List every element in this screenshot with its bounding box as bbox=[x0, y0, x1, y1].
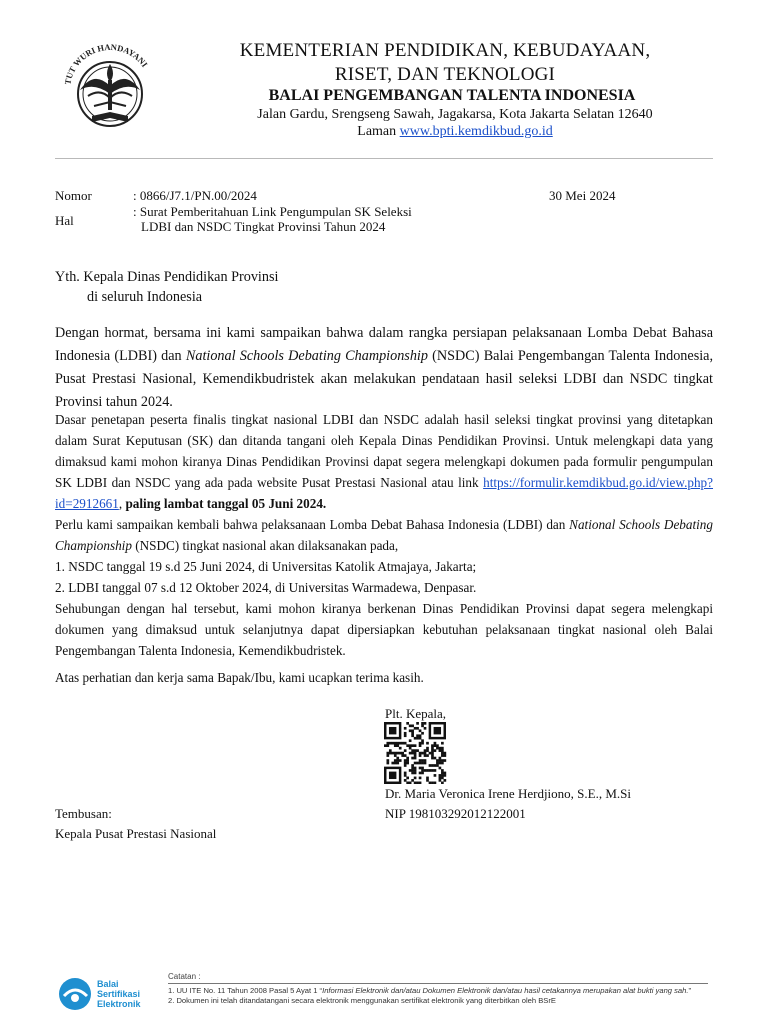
footer-divider bbox=[168, 983, 708, 984]
hal-value-line1: : Surat Pemberitahuan Link Pengumpulan SK Seleksi bbox=[133, 204, 412, 219]
paragraph-body bbox=[55, 409, 713, 661]
nomor-label: Nomor bbox=[55, 188, 92, 203]
cc-label: Tembusan: bbox=[55, 806, 112, 821]
logo-lettering: TUT WURI HANDAYANI bbox=[62, 41, 150, 86]
cc-item: Kepala Pusat Prestasi Nasional bbox=[55, 826, 217, 841]
ministry-logo bbox=[56, 34, 164, 134]
nomor-value: : 0866/J7.1/PN.00/2024 bbox=[133, 188, 257, 203]
closing-line: Atas perhatian dan kerja sama Bapak/Ibu, kami ucapkan terima kasih. bbox=[55, 670, 424, 685]
signature-title: Plt. Kepala, bbox=[385, 706, 447, 721]
bsre-logo-icon bbox=[56, 974, 96, 1014]
website-line bbox=[195, 124, 715, 140]
ministry-name-line2: RISET, DAN TEKNOLOGI bbox=[334, 64, 556, 85]
bsre-name: Balai Sertifikasi Elektronik bbox=[97, 979, 141, 1009]
footer-note-1: 1. UU ITE No. 11 Tahun 2008 Pasal 5 Ayat 1 “Informasi Elektronik dan/atau Dokumen Elektronik dan/atau hasil cetakannya merupakan alat bukti yang sah.” bbox=[168, 986, 692, 995]
footer-catatan-label: Catatan : bbox=[168, 972, 201, 981]
form-link[interactable]: https://formulir.kemdikbud.go.id/view.php?id=2912661 bbox=[55, 475, 713, 511]
header-divider bbox=[55, 158, 713, 159]
letter-date: 30 Mei 2024 bbox=[549, 188, 616, 203]
paragraph-opening: Dengan hormat, bersama ini kami sampaikan bahwa dalam rangka persiapan pelaksanaan Lomba Debat Bahasa Indonesia (LDBI) dan National Schools Debating Championship (NSDC) Balai Pengembangan Talenta Indonesia, Pusat Prestasi Nasional, Kemendikbudristek akan melakukan pendataan hasil seleksi LDBI dan NSDC tingkat Provinsi tahun 2024. bbox=[55, 325, 713, 410]
list-item: 2. LDBI tanggal 07 s.d 12 Oktober 2024, di Universitas Warmadewa, Denpasar. bbox=[55, 580, 477, 595]
hal-label: Hal bbox=[55, 213, 74, 228]
website-label: Laman bbox=[357, 124, 397, 139]
footer-note-2: 2. Dokumen ini telah ditandatangani secara elektronik menggunakan sertifikat elektronik yang diterbitkan oleh BSrE bbox=[168, 996, 556, 1005]
hal-value-line2: LDBI dan NSDC Tingkat Provinsi Tahun 2024 bbox=[141, 219, 386, 234]
signatory-nip: NIP 198103292012122001 bbox=[385, 806, 526, 821]
ministry-name-line1: KEMENTERIAN PENDIDIKAN, KEBUDAYAAN, bbox=[239, 40, 651, 61]
list-item: 1. NSDC tanggal 19 s.d 25 Juni 2024, di Universitas Katolik Atmajaya, Jakarta; bbox=[55, 559, 477, 574]
paragraph-dasar: Dasar penetapan peserta finalis tingkat nasional LDBI dan NSDC adalah hasil seleksi tingkat provinsi yang ditetapkan dalam Surat Keputusan (SK) dan ditanda tangani oleh Kepala Dinas Pendidikan Provinsi. Untuk melengkapi data yang dimaksud kami mohon kiranya Dinas Pendidikan Provinsi dapat segera melengkapi dokumen pada formulir pengumpulan SK LDBI dan NSDC yang ada pada website Pusat Prestasi Nasional atau link https://formulir.kemdikbud.go.id/view.php?id=2912661, paling lambat tanggal 05 Juni 2024. bbox=[55, 412, 713, 511]
recipient-line2: di seluruh Indonesia bbox=[87, 289, 203, 305]
qr-code bbox=[384, 722, 448, 784]
svg-text:TUT WURI HANDAYANI bbox=[62, 42, 150, 86]
balai-name: BALAI PENGEMBANGAN TALENTA INDONESIA bbox=[268, 87, 636, 104]
paragraph-sehubungan: Sehubungan dengan hal tersebut, kami mohon kiranya berkenan Dinas Pendidikan Provinsi dapat segera melengkapi dokumen yang dimaksud untuk selanjutnya dapat dipersiapkan kebutuhan pelaksanaan tingkat nasional oleh Balai Pengembangan Talenta Indonesia, Kemendikbudristek. bbox=[55, 601, 713, 658]
recipient-line1: Yth. Kepala Dinas Pendidikan Provinsi bbox=[55, 269, 279, 285]
website-link[interactable]: www.bpti.kemdikbud.go.id bbox=[399, 124, 553, 139]
paragraph-pelaksanaan: Perlu kami sampaikan kembali bahwa pelaksanaan Lomba Debat Bahasa Indonesia (LDBI) dan National Schools Debating Championship (NSDC) tingkat nasional akan dilaksanakan pada, bbox=[55, 517, 713, 553]
signatory-name: Dr. Maria Veronica Irene Herdjiono, S.E., M.Si bbox=[385, 786, 631, 801]
address: Jalan Gardu, Srengseng Sawah, Jagakarsa, Kota Jakarta Selatan 12640 bbox=[257, 107, 653, 122]
